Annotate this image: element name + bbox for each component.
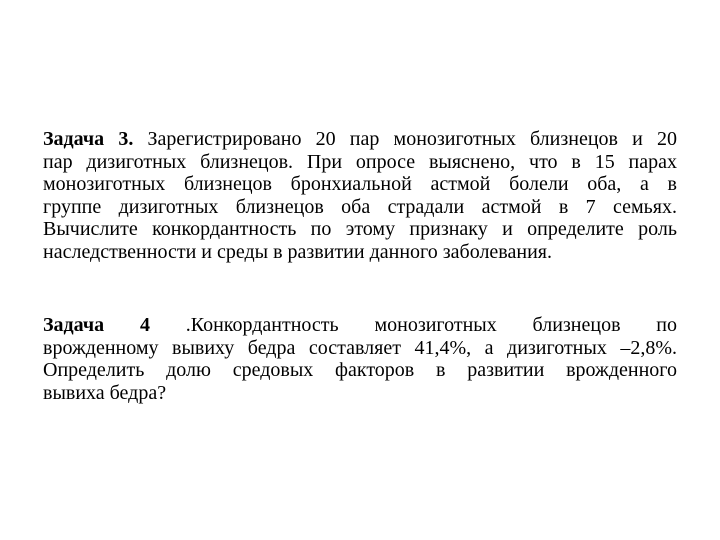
task-4-line-1 bbox=[43, 314, 677, 337]
task-3-title: Задача 3. bbox=[43, 128, 134, 150]
task-3-line-6: наследственности и среды в развитии данного заболевания. bbox=[43, 240, 552, 263]
task-4-block bbox=[43, 314, 677, 404]
task-3-line-2: пар дизиготных близнецов. При опросе выяснено, что в 15 парах bbox=[43, 150, 677, 173]
task-4-text-line-1: .Конкордантность монозиготных близнецов по bbox=[185, 314, 678, 336]
task-3-line-5: Вычислите конкордантность по этому признаку и определите роль bbox=[43, 218, 677, 240]
task-3-block bbox=[43, 128, 677, 263]
task-3-line-4: группе дизиготных близнецов оба страдали астмой в 7 семьях. bbox=[43, 195, 677, 218]
task-3-line-3: монозиготных близнецов бронхиальной астмой болели оба, а в bbox=[43, 173, 677, 195]
task-4-title: Задача 4 bbox=[43, 314, 150, 336]
task-4-line-2: врожденному вывиху бедра составляет 41,4%, а дизиготных –2,8%. bbox=[43, 336, 677, 359]
task-3-text-line-1: Зарегистрировано 20 пар монозиготных близнецов и 20 bbox=[147, 128, 678, 150]
task-4-line-3: Определить долю средовых факторов в развитии врожденного bbox=[43, 359, 677, 381]
task-3-line-1 bbox=[43, 128, 677, 151]
task-4-line-4: вывиха бедра? bbox=[43, 381, 167, 404]
